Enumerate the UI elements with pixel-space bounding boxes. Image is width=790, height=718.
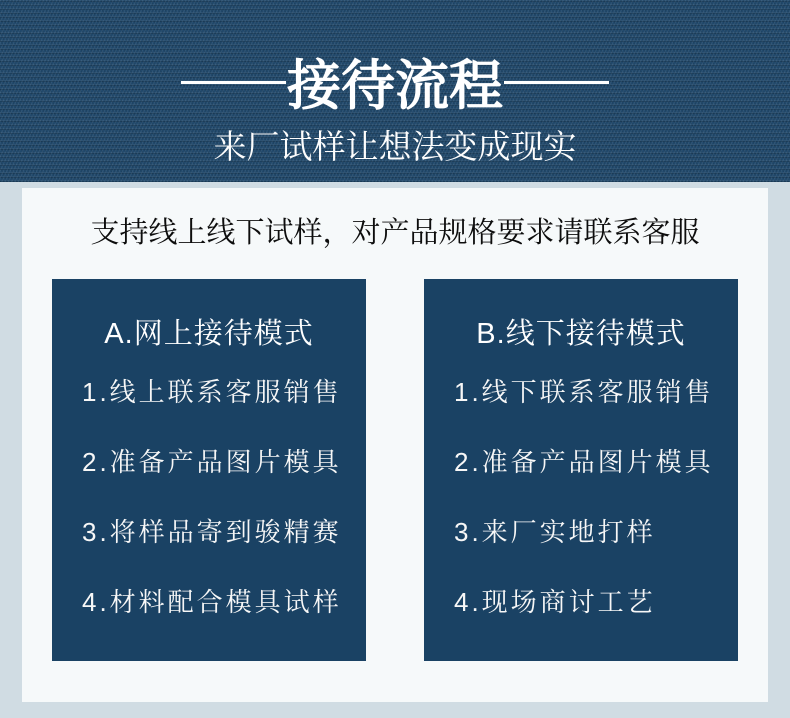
offline-step-3: 3.来厂实地打样 [454, 517, 656, 547]
online-mode-box [52, 279, 366, 661]
online-step-4: 4.材料配合模具试样 [82, 587, 342, 617]
banner-title-row [0, 55, 790, 117]
online-mode-heading: A.网上接待模式 [104, 318, 314, 350]
title-decor-line-right [504, 81, 609, 84]
offline-step-2: 2.准备产品图片模具 [454, 447, 714, 477]
offline-step-4: 4.现场商讨工艺 [454, 587, 656, 617]
offline-mode-step-list [424, 378, 738, 616]
online-step-2: 2.准备产品图片模具 [82, 447, 342, 477]
online-mode-step-list [52, 378, 366, 616]
header-banner [0, 0, 790, 182]
offline-step-1: 1.线下联系客服销售 [454, 377, 714, 407]
mode-boxes-row [22, 279, 768, 661]
online-step-3: 3.将样品寄到骏精赛 [82, 517, 342, 547]
online-step-1: 1.线上联系客服销售 [82, 377, 342, 407]
page-subtitle: 来厂试样让想法变成现实 [213, 128, 577, 165]
offline-mode-box [424, 279, 738, 661]
title-decor-line-left [181, 81, 286, 84]
content-card [22, 188, 768, 702]
page-title: 接待流程 [287, 56, 503, 116]
lead-text: 支持线上线下试样，对产品规格要求请联系客服 [90, 217, 700, 249]
offline-mode-heading: B.线下接待模式 [476, 318, 686, 350]
